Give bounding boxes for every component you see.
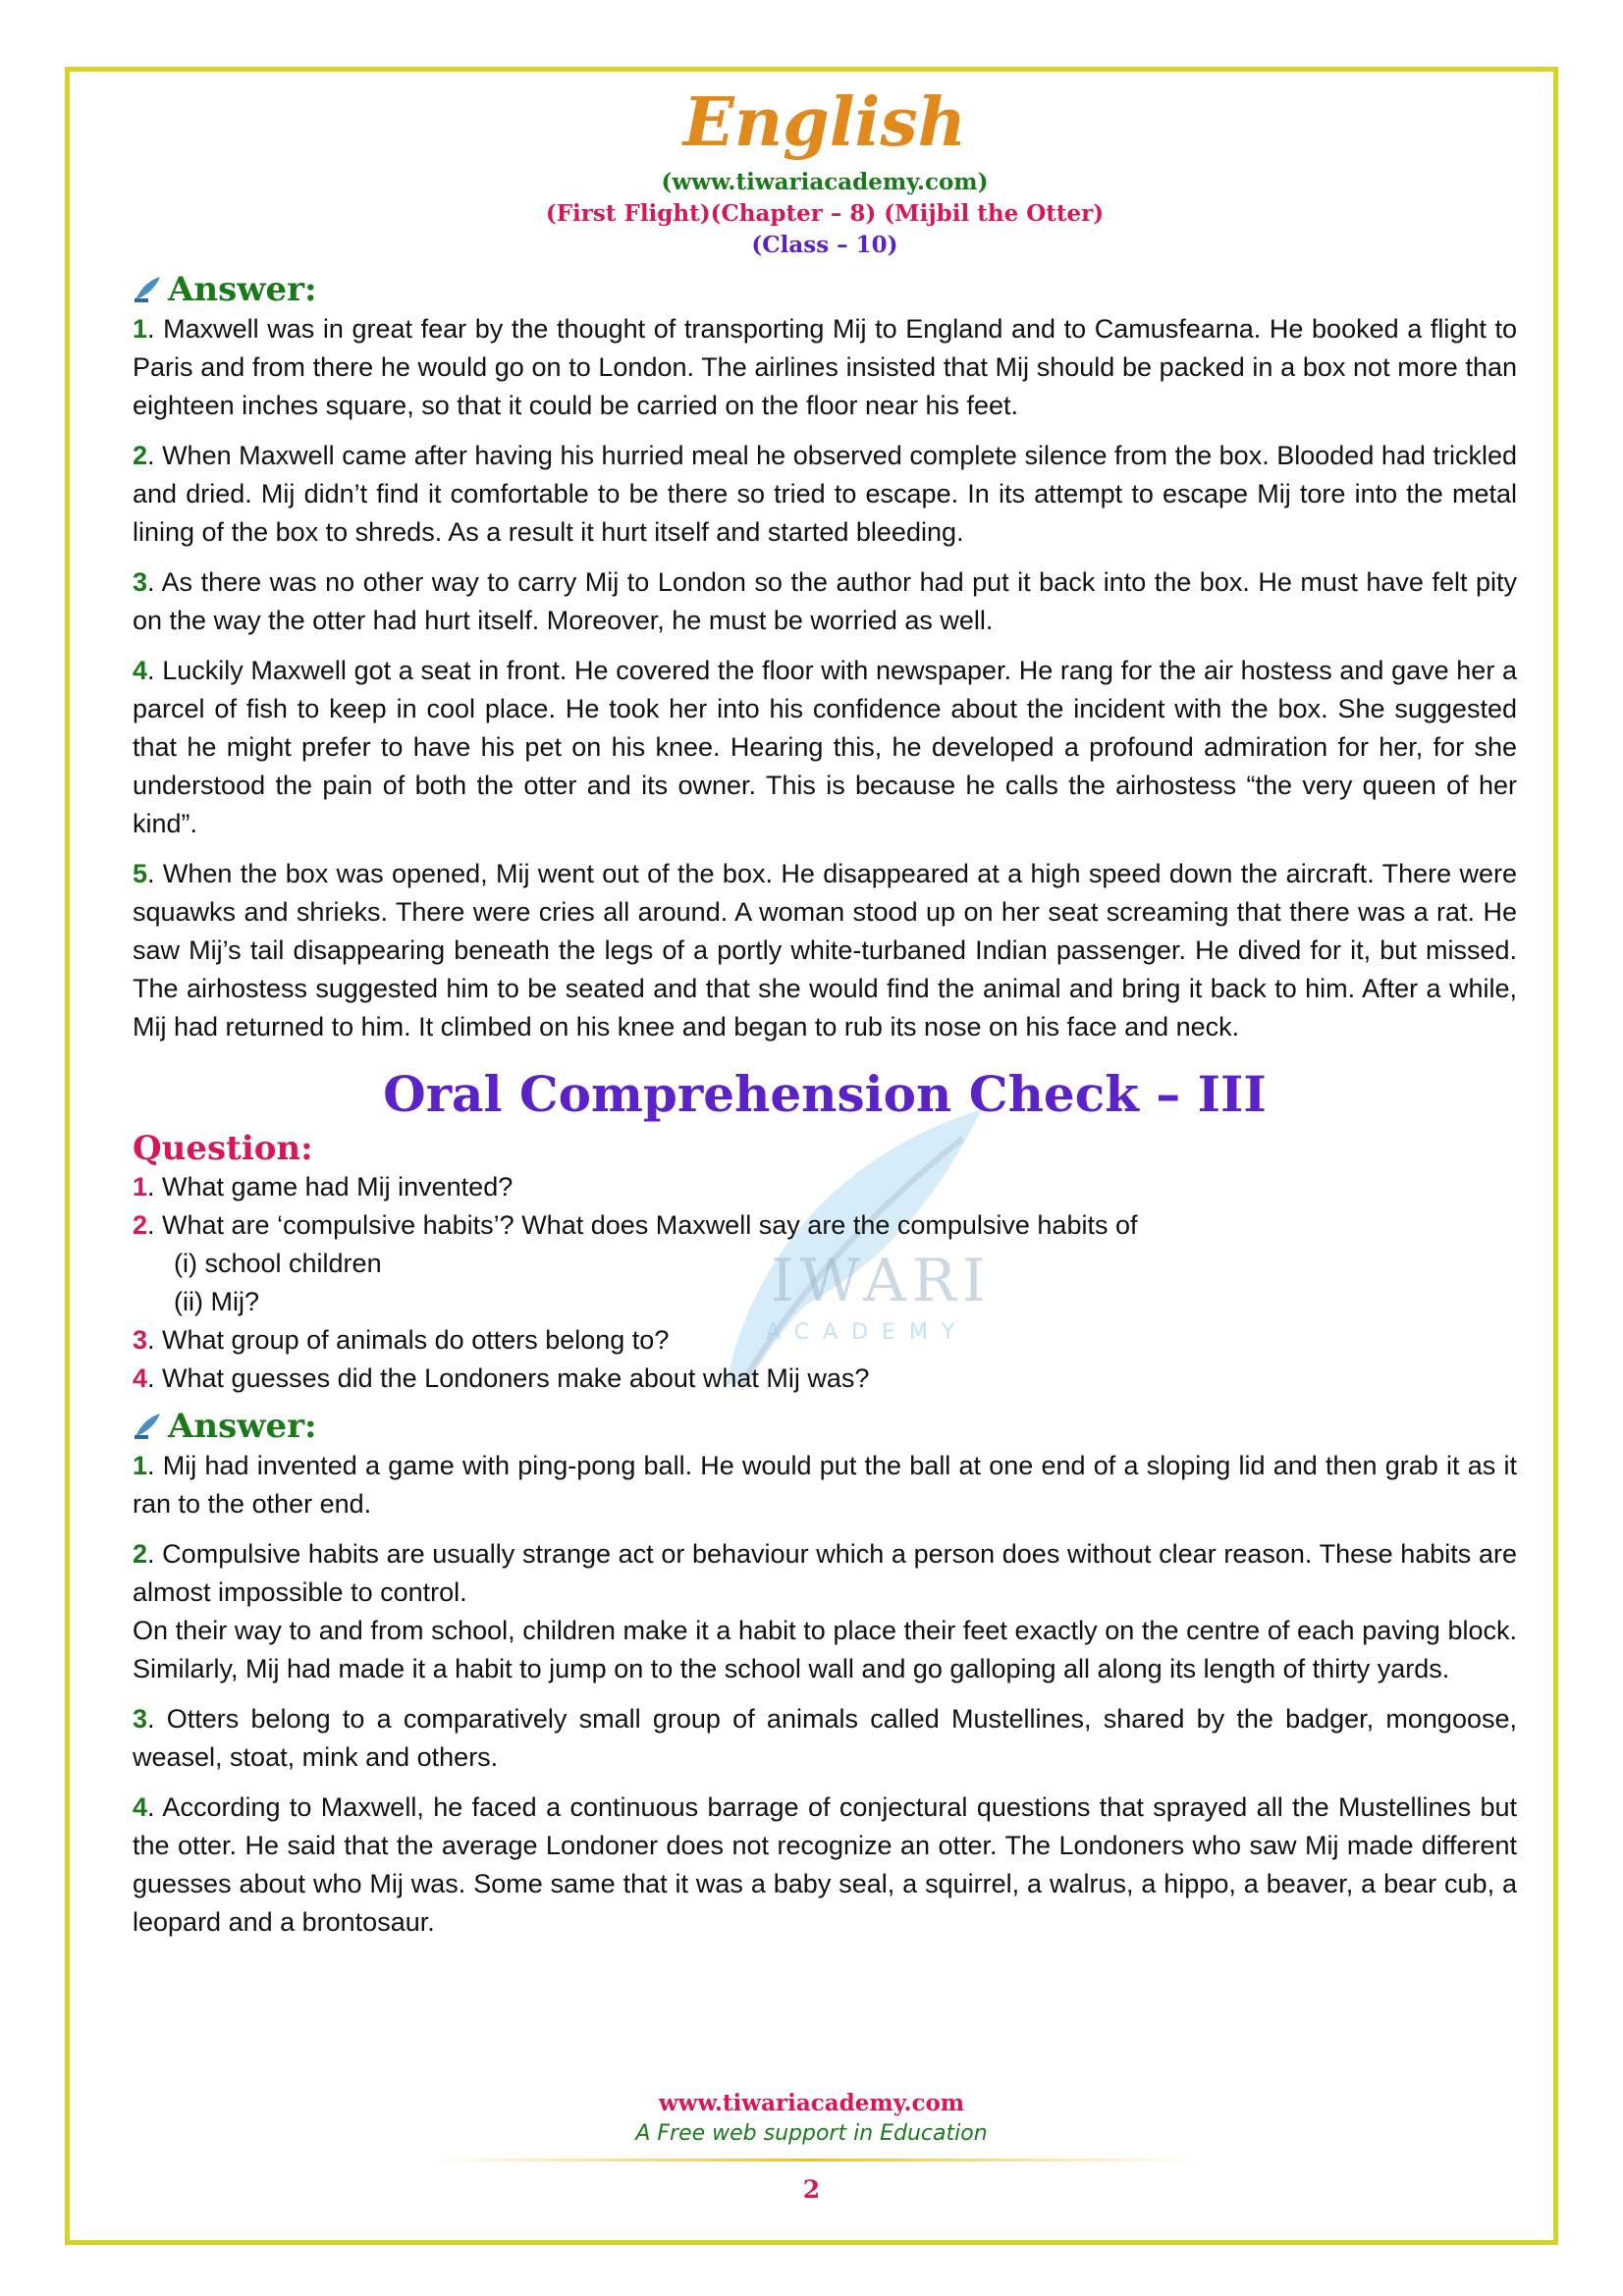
oral-answer-1: [133, 1447, 1517, 1523]
answer-text: . When the box was opened, Mij went out of the box. He disappeared at a high speed down the aircraft. There were squawks and shrieks. There were cries all around. A woman stood up on her seat screaming that there was a rat. He saw Mij’s tail disappearing beneath the legs of a portly white-turbaned Indian passenger. He dived for it, but missed. The airhostess suggested him to be seated and that she would find the animal and bring it back to him. After a while, Mij had returned to him. It climbed on his knee and began to rub its nose on his face and neck.: [133, 859, 1517, 1041]
answer-3-paragraph: [133, 563, 1517, 640]
question-heading: Question:: [133, 1129, 313, 1168]
answer-heading-2: [133, 1406, 1517, 1447]
class-info: (Class – 10): [751, 232, 898, 258]
oral-answer-2: [133, 1535, 1517, 1612]
answer-label: Answer:: [168, 1407, 317, 1446]
question-text: . What game had Mij invented?: [147, 1172, 514, 1201]
answer-text: . As there was no other way to carry Mij to London so the author had put it back into the box. He must have felt pity on the way the otter had hurt itself. Moreover, he must be worried as well.: [133, 567, 1517, 635]
answer-number: 1: [133, 314, 148, 344]
answer-text: . Luckily Maxwell got a seat in front. He covered the floor with newspaper. He rang for the air hostess and gave her a parcel of fish to keep in cool place. He took her into his confidence about the incident with the box. She suggested that he might prefer to have his pet on his knee. Hearing this, he developed a profound admiration for her, for she understood the pain of both the otter and its owner. This is because he calls the airhostess “the very queen of her kind”.: [133, 656, 1517, 838]
pen-icon: [133, 1412, 162, 1441]
answer-number: 2: [133, 1539, 148, 1569]
question-4: [133, 1360, 1517, 1398]
page-footer: [0, 2088, 1623, 2204]
answer-text: . Otters belong to a comparatively small group of animals called Mustellines, shared by the badger, mongoose, weasel, stoat, mink and others.: [133, 1704, 1517, 1772]
answer-1-paragraph: [133, 310, 1517, 425]
answer-text: . According to Maxwell, he faced a continuous barrage of conjectural questions that sprayed all the Mustellines but the otter. He said that the average Londoner does not recognize an otter. The Londoners who saw Mij made different guesses about who Mij was. Some same that it was a baby seal, a squirrel, a walrus, a hippo, a beaver, a bear cub, a leopard and a brontosaur.: [133, 1792, 1517, 1937]
answer-text: . Mij had invented a game with ping-pong ball. He would put the ball at one end of a sloping lid and then grab it as it ran to the other end.: [133, 1451, 1517, 1519]
page-title: English: [682, 83, 967, 162]
answer-number: 3: [133, 1704, 148, 1734]
pen-icon: [133, 275, 162, 304]
question-text: . What group of animals do otters belong to?: [147, 1325, 670, 1355]
answer-label: Answer:: [168, 270, 317, 309]
question-1: [133, 1168, 1517, 1206]
oral-answer-4: [133, 1789, 1517, 1942]
footer-divider: [429, 2159, 1195, 2162]
footer-site-link[interactable]: www.tiwariacademy.com: [658, 2090, 965, 2116]
question-number: 3: [133, 1325, 148, 1355]
answer-5-paragraph: [133, 855, 1517, 1046]
answer-number: 4: [133, 1792, 148, 1822]
page-header: [133, 79, 1517, 261]
answer-number: 2: [133, 441, 148, 470]
question-3: [133, 1321, 1517, 1360]
watermark-text: IWARI: [771, 1247, 992, 1315]
question-text: . What are ‘compulsive habits’? What does Maxwell say are the compulsive habits of: [147, 1210, 1138, 1240]
question-2-sub-ii: (ii) Mij?: [174, 1287, 259, 1316]
answer-number: 4: [133, 656, 148, 685]
footer-tagline: A Free web support in Education: [635, 2121, 988, 2146]
answer-heading-1: [133, 269, 1517, 310]
oral-answer-2-continued: On their way to and from school, children make it a habit to place their feet exactly on the centre of each paving block. Similarly, Mij had made it a habit to jump on to the school wall and go galloping all along its length of thirty yards.: [133, 1616, 1517, 1683]
question-text: . What guesses did the Londoners make about what Mij was?: [147, 1363, 870, 1393]
answer-text: . Maxwell was in great fear by the thought of transporting Mij to England and to Camusfearna. He booked a flight to Paris and from there he would go on to London. The airlines insisted that Mij should be packed in a box not more than eighteen inches square, so that it could be carried on the floor near his feet.: [133, 314, 1517, 420]
question-2-sub-i: (i) school children: [174, 1249, 382, 1278]
oral-answer-3: [133, 1700, 1517, 1777]
question-number: 4: [133, 1363, 148, 1393]
answer-number: 3: [133, 567, 148, 597]
page-content: [133, 79, 1517, 1953]
answer-4-paragraph: [133, 652, 1517, 843]
watermark-subtext: ACADEMY: [766, 1320, 969, 1345]
chapter-info: (First Flight)(Chapter – 8) (Mijbil the Otter): [545, 200, 1105, 227]
page-number: 2: [802, 2175, 821, 2204]
answer-text: . When Maxwell came after having his hurried meal he observed complete silence from the box. Blooded had trickled and dried. Mij didn’t find it comfortable to be there so tried to escape. In its attempt to escape Mij tore into the metal lining of the box to shreds. As a result it hurt itself and started bleeding.: [133, 441, 1517, 547]
answer-text: . Compulsive habits are usually strange act or behaviour which a person does without clear reason. These habits are almost impossible to control.: [133, 1539, 1517, 1607]
answer-number: 1: [133, 1451, 148, 1480]
question-number: 1: [133, 1172, 148, 1201]
answer-number: 5: [133, 859, 148, 888]
header-site-link[interactable]: (www.tiwariacademy.com): [661, 169, 989, 195]
question-number: 2: [133, 1210, 148, 1240]
question-2: [133, 1206, 1517, 1245]
section-title: Oral Comprehension Check – III: [383, 1065, 1267, 1123]
answer-2-paragraph: [133, 437, 1517, 552]
